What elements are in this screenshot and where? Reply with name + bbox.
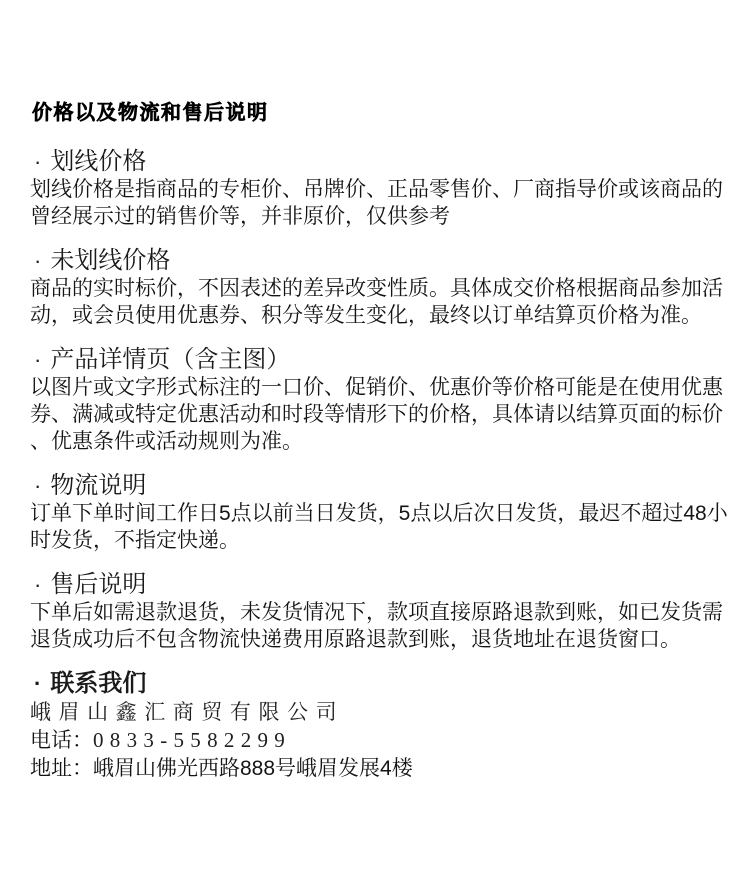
section-logistics [30, 472, 728, 554]
section-heading-text: 划线价格 [50, 148, 147, 175]
phone-number: 0833-5582299 [93, 728, 292, 752]
section-heading-logistics [30, 472, 722, 500]
body-line: 、优惠条件或活动规则为准。 [30, 430, 303, 453]
phone-label: 电话： [30, 729, 93, 752]
section-heading-after-sales [30, 571, 722, 599]
section-product-detail-page [30, 346, 722, 455]
body-line: 下单后如需退款退货，未发货情况下，款项直接原路退款到账，如已发货需 [30, 601, 723, 624]
address-label: 地址： [30, 757, 93, 780]
section-heading-text: 联系我们 [50, 670, 147, 697]
body-line: 动，或会员使用优惠券、积分等发生变化，最终以订单结算页价格为准。 [30, 304, 702, 327]
body-line: 曾经展示过的销售价等，并非原价，仅供参考 [30, 205, 450, 228]
bullet-icon: · [34, 473, 42, 498]
body-line: 商品的实时标价，不因表述的差异改变性质。具体成交价格根据商品参加活 [30, 277, 723, 300]
section-heading-text: 未划线价格 [50, 247, 171, 274]
address-row [30, 755, 722, 783]
bullet-icon: · [34, 248, 42, 273]
section-heading-strikethrough-price [30, 148, 722, 176]
section-heading-text: 售后说明 [50, 571, 147, 598]
body-line: 时发货，不指定快递。 [30, 529, 240, 552]
body-line: 退货成功后不包含物流快递费用原路退款到账，退货地址在退货窗口。 [30, 628, 681, 651]
section-strikethrough-price [30, 148, 722, 230]
section-non-strikethrough-price [30, 247, 722, 329]
section-heading-product-detail-page [30, 346, 722, 374]
section-heading-text: 物流说明 [50, 472, 147, 499]
body-line: 划线价格是指商品的专柜价、吊牌价、正品零售价、厂商指导价或该商品的 [30, 178, 723, 201]
bullet-icon: · [34, 671, 42, 696]
section-heading-contact-us [30, 670, 722, 698]
bullet-icon: · [34, 347, 42, 372]
body-line: 以图片或文字形式标注的一口价、促销价、优惠价等价格可能是在使用优惠 [30, 376, 723, 399]
bullet-icon: · [34, 572, 42, 597]
section-heading-non-strikethrough-price [30, 247, 722, 275]
section-contact-us [30, 670, 722, 783]
body-line: 订单下单时间工作日5点以前当日发货，5点以后次日发货，最迟不超过48小 [30, 502, 728, 525]
section-after-sales [30, 571, 722, 653]
address-value: 峨眉山佛光西路888号峨眉发展4楼 [93, 757, 413, 780]
body-line: 券、满减或特定优惠活动和时段等情形下的价格，具体请以结算页面的标价 [30, 403, 723, 426]
company-name: 峨眉山鑫汇商贸有限公司 [30, 700, 345, 724]
section-heading-text: 产品详情页（含主图） [50, 346, 291, 373]
bullet-icon: · [34, 149, 42, 174]
page-title: 价格以及物流和售后说明 [32, 102, 269, 124]
phone-row [30, 726, 722, 755]
